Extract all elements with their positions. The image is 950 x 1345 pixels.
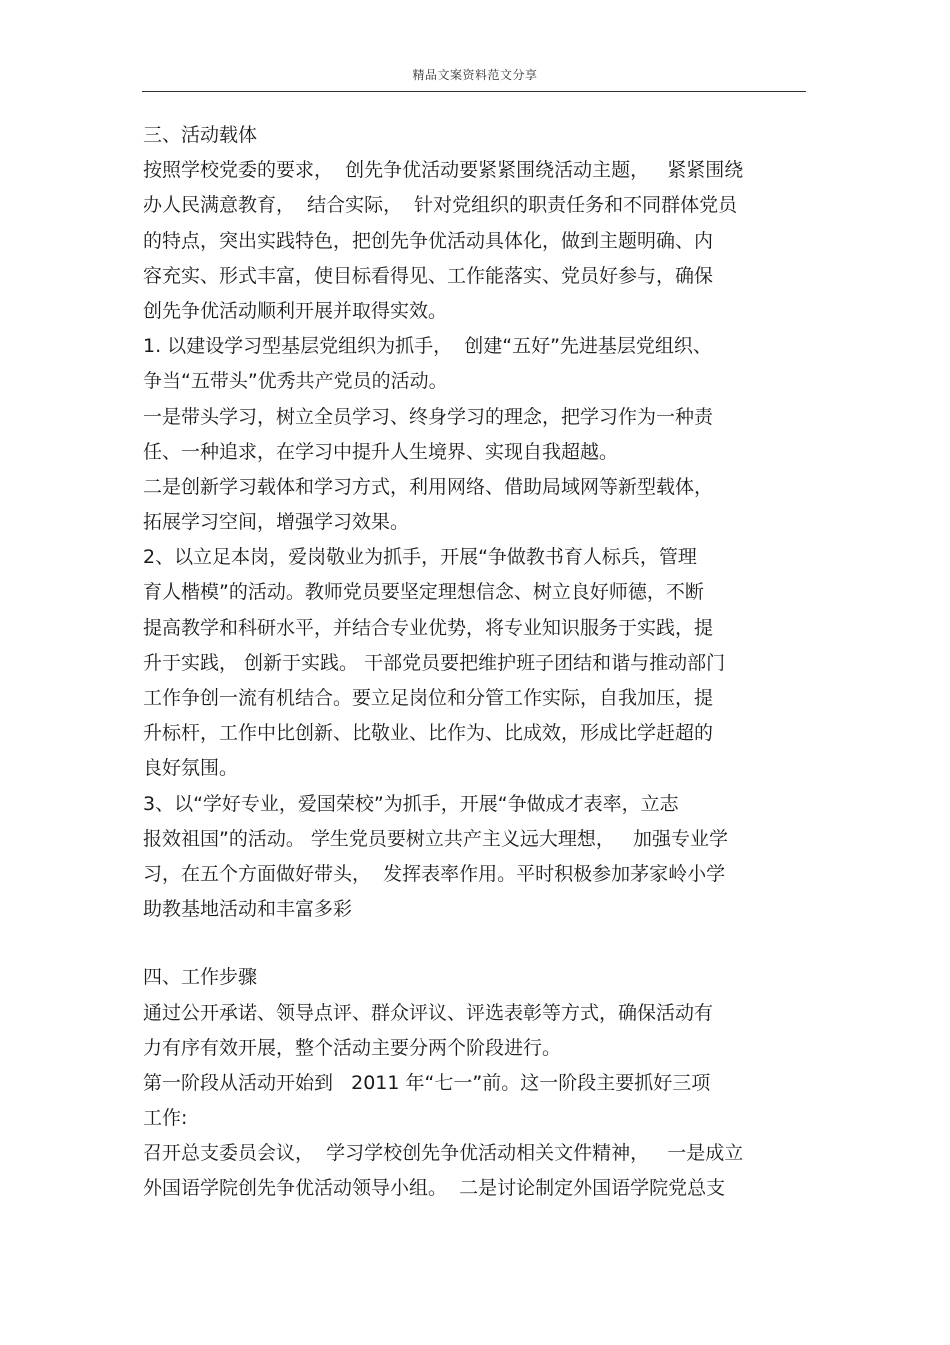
paragraph-line: 1. 以建设学习型基层党组织为抓手， 创建“五好”先进基层党组织、 xyxy=(143,335,712,358)
page-header: 精品文案资料范文分享 xyxy=(412,68,538,82)
paragraph-line: 良好氛围。 xyxy=(143,757,239,780)
paragraph-line: 按照学校党委的要求， 创先争优活动要紧紧围绕活动主题， 紧紧围绕 xyxy=(143,159,744,182)
header-divider xyxy=(142,91,806,92)
paragraph-line: 召开总支委员会议， 学习学校创先争优活动相关文件精神， 一是成立 xyxy=(143,1142,744,1165)
paragraph-line: 力有序有效开展，整个活动主要分两个阶段进行。 xyxy=(143,1036,562,1059)
paragraph-line: 2、以立足本岗，爱岗敬业为抓手，开展“争做教书育人标兵，管理 xyxy=(143,546,697,569)
paragraph-line: 通过公开承诺、领导点评、群众评议、评选表彰等方式，确保活动有 xyxy=(143,1001,714,1024)
document-body xyxy=(143,118,815,1207)
section-heading-work-steps: 四、工作步骤 xyxy=(143,966,258,989)
paragraph-line: 提高教学和科研水平，并结合专业优势，将专业知识服务于实践，提 xyxy=(143,616,714,639)
blank-line xyxy=(143,927,815,960)
paragraph-line: 拓展学习空间，增强学习效果。 xyxy=(143,511,410,534)
paragraph-line: 任、一种追求，在学习中提升人生境界、实现自我超越。 xyxy=(143,440,619,463)
paragraph-line: 升标杆，工作中比创新、比敬业、比作为、比成效，形成比学赶超的 xyxy=(143,722,714,745)
paragraph-line: 外国语学院创先争优活动领导小组。 二是讨论制定外国语学院党总支 xyxy=(143,1177,726,1200)
paragraph-line: 一是带头学习，树立全员学习、终身学习的理念，把学习作为一种责 xyxy=(143,405,714,428)
paragraph-line: 第一阶段从活动开始到 2011 年“七一”前。这一阶段主要抓好三项 xyxy=(143,1071,711,1094)
paragraph-line: 习，在五个方面做好带头， 发挥表率作用。平时积极参加茅家岭小学 xyxy=(143,862,726,885)
paragraph-line: 工作: xyxy=(143,1107,188,1130)
paragraph-line: 创先争优活动顺利开展并取得实效。 xyxy=(143,299,448,322)
paragraph-line: 助教基地活动和丰富多彩 xyxy=(143,898,353,921)
paragraph-line: 升于实践， 创新于实践。 干部党员要把维护班子团结和谐与推动部门 xyxy=(143,651,726,674)
paragraph-line: 办人民满意教育， 结合实际， 针对党组织的职责任务和不同群体党员 xyxy=(143,194,738,217)
paragraph-line: 工作争创一流有机结合。要立足岗位和分管工作实际，自我加压，提 xyxy=(143,687,714,709)
paragraph-line: 容充实、形式丰富，使目标看得见、工作能落实、党员好参与，确保 xyxy=(143,264,714,287)
paragraph-line: 报效祖国”的活动。 学生党员要树立共产主义远大理想， 加强专业学 xyxy=(143,827,729,850)
paragraph-line: 育人楷模”的活动。教师党员要坚定理想信念、树立良好师德，不断 xyxy=(143,581,704,604)
paragraph-line: 的特点，突出实践特色，把创先争优活动具体化，做到主题明确、内 xyxy=(143,229,714,252)
section-heading-activity-carrier: 三、活动载体 xyxy=(143,124,258,146)
paragraph-line: 争当“五带头”优秀共产党员的活动。 xyxy=(143,370,448,393)
paragraph-line: 二是创新学习载体和学习方式，利用网络、借助局域网等新型载体， xyxy=(143,475,714,498)
paragraph-line: 3、以“学好专业，爱国荣校”为抓手，开展“争做成才表率，立志 xyxy=(143,792,679,815)
